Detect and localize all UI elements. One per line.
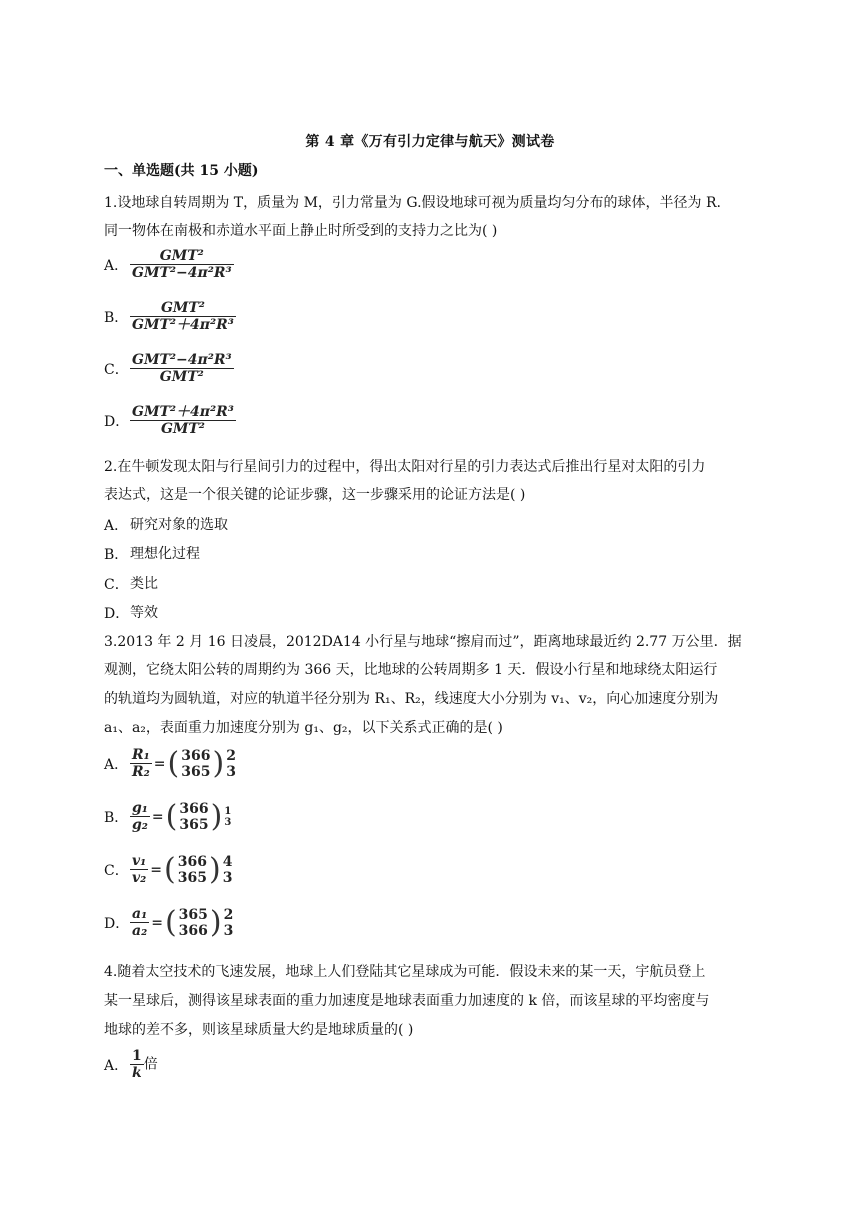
q3-option-a: A． $\frac{\text{R₁}}{\text{R₂}}$ =( 366 365 ) 2 3: [104, 745, 236, 781]
q1-option-b: [104, 300, 236, 333]
formula-fraction: $\frac{\text{GMT²}}{\text{GMT²−4π²R³}}$: [132, 248, 232, 281]
formula-lhs: $\frac{\text{R₁}}{\text{R₂}}$: [132, 747, 150, 780]
q3-text-line-1: 3.2013 年 2 月 16 日凌晨，2012DA14 小行星与地球“擦肩而过”，距离地球最近约 2.77 万公里．据: [104, 634, 742, 650]
option-text: 等效: [130, 605, 158, 621]
q3-option-d: D． $\frac{\text{a₁}}{\text{a₂}}$ =( 365 366 ) 2 3: [104, 904, 234, 940]
formula-lhs: $\frac{\text{v₁}}{\text{v₂}}$: [132, 853, 147, 886]
formula-base: 366 365: [179, 800, 209, 833]
formula-lhs: $\frac{\text{a₁}}{\text{a₂}}$: [132, 906, 148, 939]
q3-option-c: C． $\frac{\text{v₁}}{\text{v₂}}$ =( 366 365 ) 4 3: [104, 851, 233, 887]
q4-text-line-3: 地球的差不多，则该星球质量大约是地球质量的( ): [104, 1022, 414, 1038]
option-label: B．: [104, 309, 129, 326]
q3-text-line-4: a₁、a₂，表面重力加速度分别为 g₁、g₂，以下关系式正确的是( ): [104, 720, 503, 736]
q2-option-a: A． 研究对象的选取: [104, 517, 228, 534]
formula-exponent: 4 3: [222, 853, 233, 886]
formula-fraction: $\frac{\text{GMT²＋4π²R³}}{\text{GMT²}}$: [132, 404, 234, 437]
q3-option-b: B． $\frac{\text{g₁}}{\text{g₂}}$ =( 366 365 ) 1 3: [104, 798, 232, 834]
page-title: 第 4 章《万有引力定律与航天》测试卷: [305, 134, 555, 150]
formula-exponent: 2 3: [226, 747, 236, 780]
q3-text-line-3: 的轨道均为圆轨道，对应的轨道半径分别为 R₁、R₂，线速度大小分别为 v₁、v₂，向心加速度分别为: [104, 691, 719, 707]
formula-fraction: $\frac{1}{k}$: [132, 1048, 142, 1081]
q1-text-line-1: 1.设地球自转周期为 T，质量为 M，引力常量为 G.假设地球可视为质量均匀分布的球体，半径为 R.: [104, 195, 721, 211]
section-heading: 一、单选题(共 15 小题): [104, 163, 259, 179]
q4-option-a: A． $\frac{1}{k}$ 倍: [104, 1048, 158, 1081]
q1-text-line-2: 同一物体在南极和赤道水平面上静止时所受到的支持力之比为( ): [104, 223, 498, 239]
option-text: 理想化过程: [130, 546, 200, 562]
formula-base: 365 366: [178, 906, 208, 939]
q1-option-c: [104, 352, 234, 385]
formula-exponent: 1 3: [224, 805, 232, 828]
q3-text-line-2: 观测，它绕太阳公转的周期约为 366 天，比地球的公转周期多 1 天．假设小行星和地球绕太阳运行: [104, 662, 718, 678]
option-label: D．: [104, 413, 130, 430]
formula-base: 366 365: [181, 747, 211, 780]
option-text: 研究对象的选取: [130, 517, 228, 533]
q4-text-line-2: 某一星球后，测得该星球表面的重力加速度是地球表面重力加速度的 k 倍，而该星球的平均密度与: [104, 993, 710, 1009]
formula-fraction: $\frac{\text{GMT²}}{\text{GMT²＋4π²R³}}$: [132, 300, 234, 333]
formula-exponent: 2 3: [223, 906, 234, 939]
q2-option-c: C．类比: [104, 576, 158, 593]
q2-text-line-2: 表达式，这是一个很关键的论证步骤，这一步骤采用的论证方法是( ): [104, 487, 526, 503]
option-label: A．: [104, 257, 129, 274]
q1-option-a: [104, 248, 234, 281]
q2-text-line-1: 2.在牛顿发现太阳与行星间引力的过程中，得出太阳对行星的引力表达式后推出行星对太阳的引力: [104, 459, 706, 475]
formula-lhs: $\frac{\text{g₁}}{\text{g₂}}$: [132, 800, 148, 833]
formula-base: 366 365: [177, 853, 207, 886]
q2-option-b: B． 理想化过程: [104, 546, 200, 563]
option-text: 类比: [130, 576, 158, 592]
option-suffix: 倍: [143, 1056, 158, 1073]
q4-text-line-1: 4.随着太空技术的飞速发展，地球上人们登陆其它星球成为可能．假设未来的某一天，宇航员登上: [104, 964, 706, 980]
q1-option-d: [104, 404, 236, 437]
option-label: C．: [104, 361, 129, 378]
q2-option-d: D．等效: [104, 605, 158, 622]
formula-fraction: $\frac{\text{GMT²−4π²R³}}{\text{GMT²}}$: [132, 352, 232, 385]
